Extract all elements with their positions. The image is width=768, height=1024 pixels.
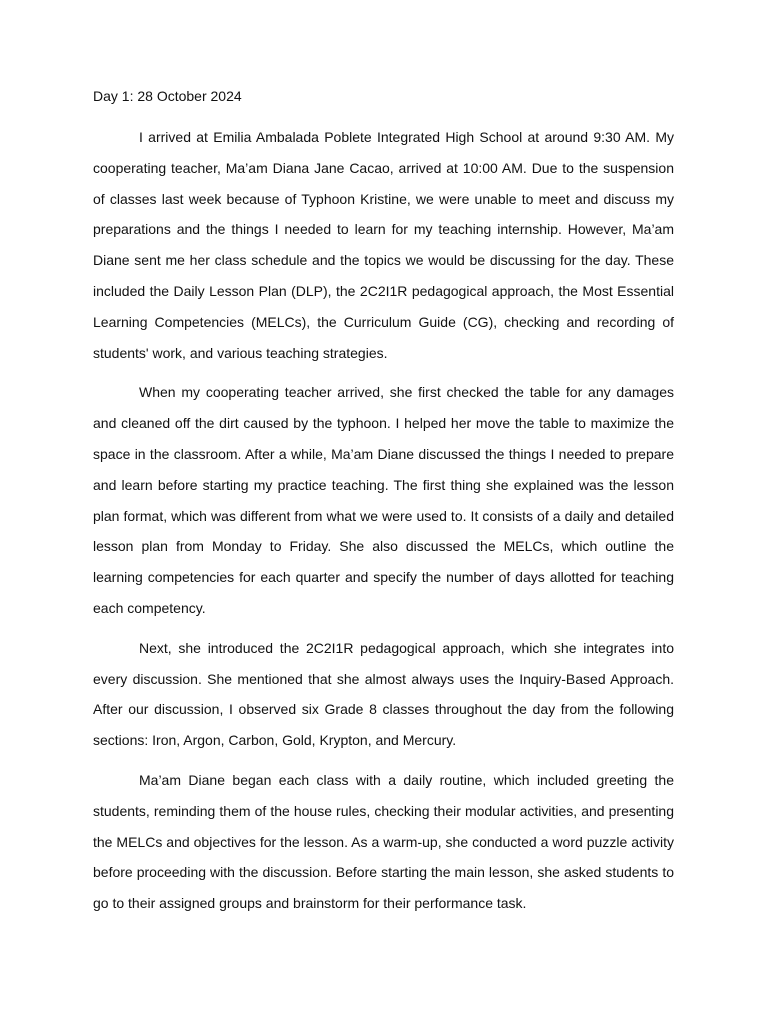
paragraph-pedagogical-approach: Next, she introduced the 2C2I1R pedagogical approach, which she integrates into every discussion. She mentioned that she almost always uses the Inquiry-Based Approach. After our discussion, I observed six Grade 8 classes throughout the day from the following sections: Iron, Argon, Carbon, Gold, Krypton, and Mercury.	[93, 639, 674, 749]
entry-date-heading: Day 1: 28 October 2024	[93, 88, 242, 104]
paragraph-classroom-prep: When my cooperating teacher arrived, she first checked the table for any damages and cleaned off the dirt caused by the typhoon. I helped her move the table to maximize the space in the classroom. After a while, Ma’am Diane discussed the things I needed to prepare and learn before starting my practice teaching. The first thing she explained was the lesson plan format, which was different from what we were used to. It consists of a daily and detailed lesson plan from Monday to Friday. She also discussed the MELCs, which outline the learning competencies for each quarter and specify the number of days allotted for teaching each competency.	[93, 384, 674, 616]
paragraph-arrival: I arrived at Emilia Ambalada Poblete Integrated High School at around 9:30 AM. My cooperating teacher, Ma’am Diana Jane Cacao, arrived at 10:00 AM. Due to the suspension of classes last week because of Typhoon Kristine, we were unable to meet and discuss my preparations and the things I needed to learn for my teaching internship. However, Ma’am Diane sent me her class schedule and the topics we would be discussing for the day. These included the Daily Lesson Plan (DLP), the 2C2I1R pedagogical approach, the Most Essential Learning Competencies (MELCs), the Curriculum Guide (CG), checking and recording of students' work, and various teaching strategies.	[93, 129, 674, 361]
document-page	[93, 84, 674, 928]
paragraph-daily-routine: Ma’am Diane began each class with a daily routine, which included greeting the students, reminding them of the house rules, checking their modular activities, and presenting the MELCs and objectives for the lesson. As a warm-up, she conducted a word puzzle activity before proceeding with the discussion. Before starting the main lesson, she asked students to go to their assigned groups and brainstorm for their performance task.	[93, 771, 674, 912]
